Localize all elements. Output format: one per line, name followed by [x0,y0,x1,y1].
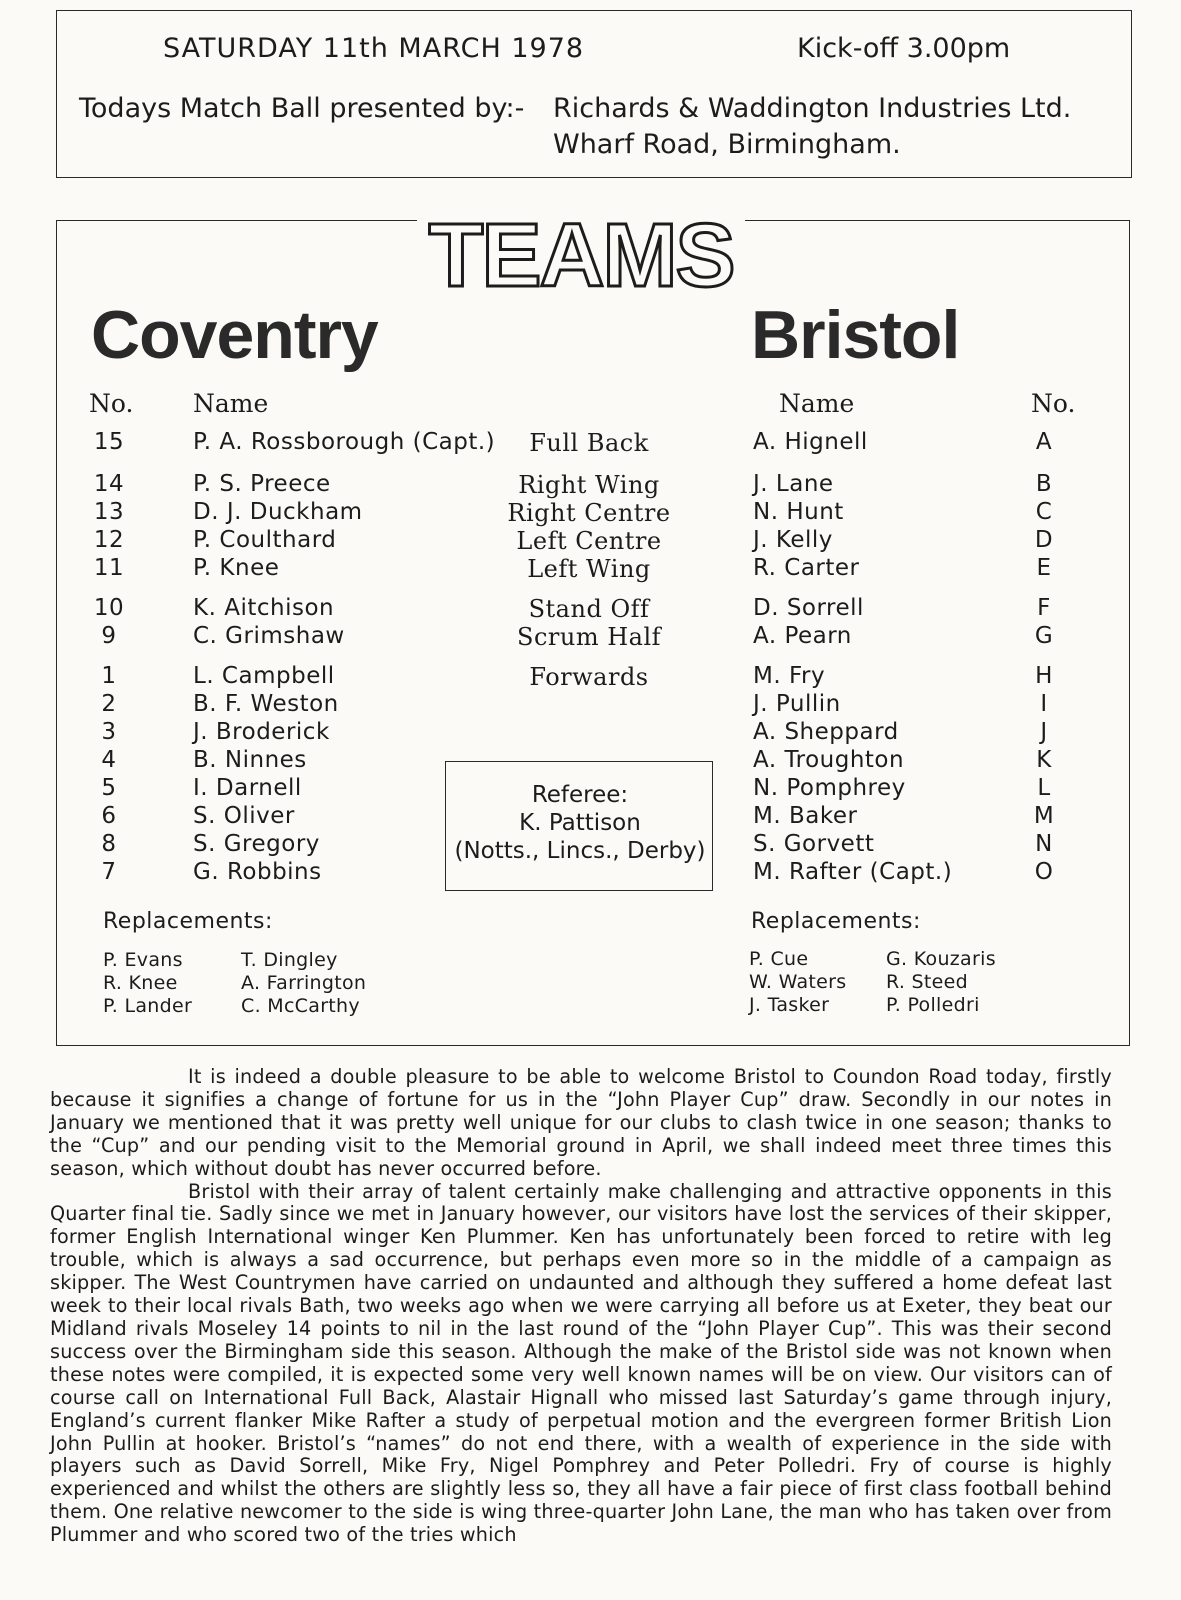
position-label: Scrum Half [517,623,661,651]
away-player-letter: M [1033,803,1055,829]
replacement-player: P. Evans [103,949,183,971]
player-number: 5 [101,775,117,801]
away-player-name: J. Pullin [753,691,841,717]
away-player-letter: A [1035,429,1053,455]
player-number: 13 [93,499,125,525]
match-ball-sponsor: Richards & Waddington Industries Ltd. [553,93,1072,124]
home-replacements-label: Replacements: [103,909,273,934]
kickoff-time: Kick-off 3.00pm [797,33,1011,64]
player-number: 15 [93,429,125,455]
position-label: Right Wing [518,471,660,499]
player-number: 2 [101,691,117,717]
away-player-letter: L [1037,775,1051,801]
match-date: SATURDAY 11th MARCH 1978 [163,33,585,64]
away-player-name: M. Fry [753,663,826,689]
away-player-letter: J [1040,719,1048,745]
away-player-name: D. Sorrell [753,595,864,621]
teams-title: TEAMS [417,211,745,301]
player-name: D. J. Duckham [193,499,363,525]
away-player-name: R. Carter [753,555,860,581]
away-player-name: A. Hignell [753,429,868,455]
position-label: Stand Off [528,595,650,623]
team-row [57,719,1127,747]
team-row [57,691,1127,719]
replacement-player: R. Steed [886,971,968,993]
replacement-player: P. Cue [749,948,809,970]
replacement-player: P. Lander [103,995,193,1017]
player-number: 10 [93,595,125,621]
referee-name: K. Pattison [519,810,641,836]
player-name: P. Coulthard [193,527,337,553]
player-number: 4 [101,747,117,773]
away-player-name: S. Gorvett [753,831,875,857]
player-number: 14 [93,471,125,497]
away-player-name: J. Kelly [753,527,833,553]
away-player-letter: I [1040,691,1048,717]
replacement-player: W. Waters [749,971,847,993]
away-replacements-col2 [886,948,996,1017]
position-label: Right Centre [507,499,671,527]
player-number: 1 [101,663,117,689]
home-team-name: Coventry [91,297,378,373]
programme-notes [50,1066,1112,1547]
away-player-name: M. Baker [753,803,858,829]
article-paragraph: Bristol with their array of talent certainly make challenging and attractive opponents in this Quarter final tie. Sadly since we met in January however, our visitors have lost the services of their skipper, former English International winger Ken Plummer. Ken has unfortunately been forced to retire with leg trouble, which is always a sad occurrence, but perhaps even more so in the middle of a campaign as skipper. The West Countrymen have carried on undaunted and although they suffered a home defeat last week to their local rivals Bath, two weeks ago when we were carrying all before us at Exeter, they beat our Midland rivals Moseley 14 points to nil in the last round of the “John Player Cup”. This was their second success over the Birmingham side this season. Although the make of the Bristol side was not known when these notes were compiled, it is expected some very well known names will be on view. Our visitors can of course call on International Full Back, Alastair Hignall who missed last Saturday’s game through injury, England’s current flanker Mike Rafter a study of perpetual motion and the evergreen former British Lion John Pullin at hooker. Bristol’s “names” do not end there, with a wealth of experience in the side with players such as David Sorrell, Mike Fry, Nigel Pomphrey and Peter Polledri. Fry of course is highly experienced and whilst the others are slightly less so, they all have a fair piece of first class football behind them. One relative newcomer to the side is wing three-quarter John Lane, the man who has taken over from Plummer and who scored two of the tries which [50,1179,1112,1547]
player-name: P. S. Preece [193,471,331,497]
replacement-player: C. McCarthy [241,995,360,1017]
player-number: 7 [101,859,117,885]
home-no-header: No. [89,389,134,418]
away-replacements-label: Replacements: [751,909,921,934]
referee-box [445,761,713,891]
away-player-letter: B [1035,471,1053,497]
match-ball-address: Wharf Road, Birmingham. [553,129,901,160]
replacement-player: P. Polledri [886,994,980,1016]
replacement-player: T. Dingley [241,949,338,971]
player-name: L. Campbell [193,663,335,689]
match-ball-label: Todays Match Ball presented by:- [79,93,525,124]
player-name: P. A. Rossborough (Capt.) [193,429,496,455]
home-name-header: Name [193,389,269,418]
away-player-letter: H [1035,663,1053,689]
player-name: P. Knee [193,555,280,581]
position-label: Left Centre [516,527,662,555]
home-replacements-col1 [103,949,192,1018]
replacement-player: G. Kouzaris [886,948,996,970]
position-label: Forwards [529,663,649,691]
position-label: Full Back [529,429,649,457]
replacement-player: R. Knee [103,972,178,994]
away-player-letter: D [1034,527,1054,553]
away-player-name: A. Pearn [753,623,852,649]
away-player-letter: N [1035,831,1053,857]
away-player-letter: O [1034,859,1054,885]
team-row [57,527,1127,555]
team-row [57,499,1127,527]
player-name: K. Aitchison [193,595,335,621]
teams-box [56,206,1130,1046]
away-player-letter: C [1035,499,1053,525]
away-player-name: M. Rafter (Capt.) [753,859,953,885]
replacement-player: A. Farrington [241,972,367,994]
player-name: I. Darnell [193,775,302,801]
away-player-letter: E [1036,555,1052,581]
player-number: 3 [101,719,117,745]
away-player-letter: F [1037,595,1051,621]
away-player-name: N. Hunt [753,499,844,525]
away-player-name: N. Pomphrey [753,775,906,801]
away-player-name: A. Sheppard [753,719,899,745]
away-no-header: No. [1031,389,1076,418]
replacement-player: J. Tasker [749,994,830,1016]
player-number: 12 [93,527,125,553]
away-replacements-col1 [749,948,846,1017]
player-number: 9 [101,623,117,649]
article-paragraph: It is indeed a double pleasure to be able to welcome Bristol to Coundon Road today, firstly because it signifies a change of fortune for us in the “John Player Cup” draw. Secondly in our notes in January we mentioned that it was pretty well unique for our clubs to clash twice in one season; thanks to the “Cup” and our pending visit to the Memorial ground in April, we shall indeed meet three times this season, which without doubt has never occurred before. [50,1065,1112,1180]
away-player-name: A. Troughton [753,747,905,773]
player-name: S. Oliver [193,803,295,829]
team-row [57,663,1127,691]
player-name: J. Broderick [193,719,330,745]
away-player-letter: G [1034,623,1054,649]
referee-label: Referee: [531,782,629,808]
team-row [57,595,1127,623]
team-row [57,623,1127,651]
player-number: 6 [101,803,117,829]
team-row [57,555,1127,583]
away-name-header: Name [779,389,855,418]
away-player-name: J. Lane [753,471,834,497]
referee-society: (Notts., Lincs., Derby) [454,838,706,864]
away-player-letter: K [1036,747,1052,773]
away-team-name: Bristol [751,297,960,373]
player-name: G. Robbins [193,859,322,885]
position-label: Left Wing [527,555,651,583]
team-row [57,471,1127,499]
player-name: B. Ninnes [193,747,307,773]
player-number: 11 [93,555,125,581]
match-info-box [56,10,1132,178]
home-replacements-col2 [241,949,366,1018]
team-row [57,429,1127,457]
player-name: S. Gregory [193,831,320,857]
player-name: B. F. Weston [193,691,339,717]
player-name: C. Grimshaw [193,623,345,649]
player-number: 8 [101,831,117,857]
